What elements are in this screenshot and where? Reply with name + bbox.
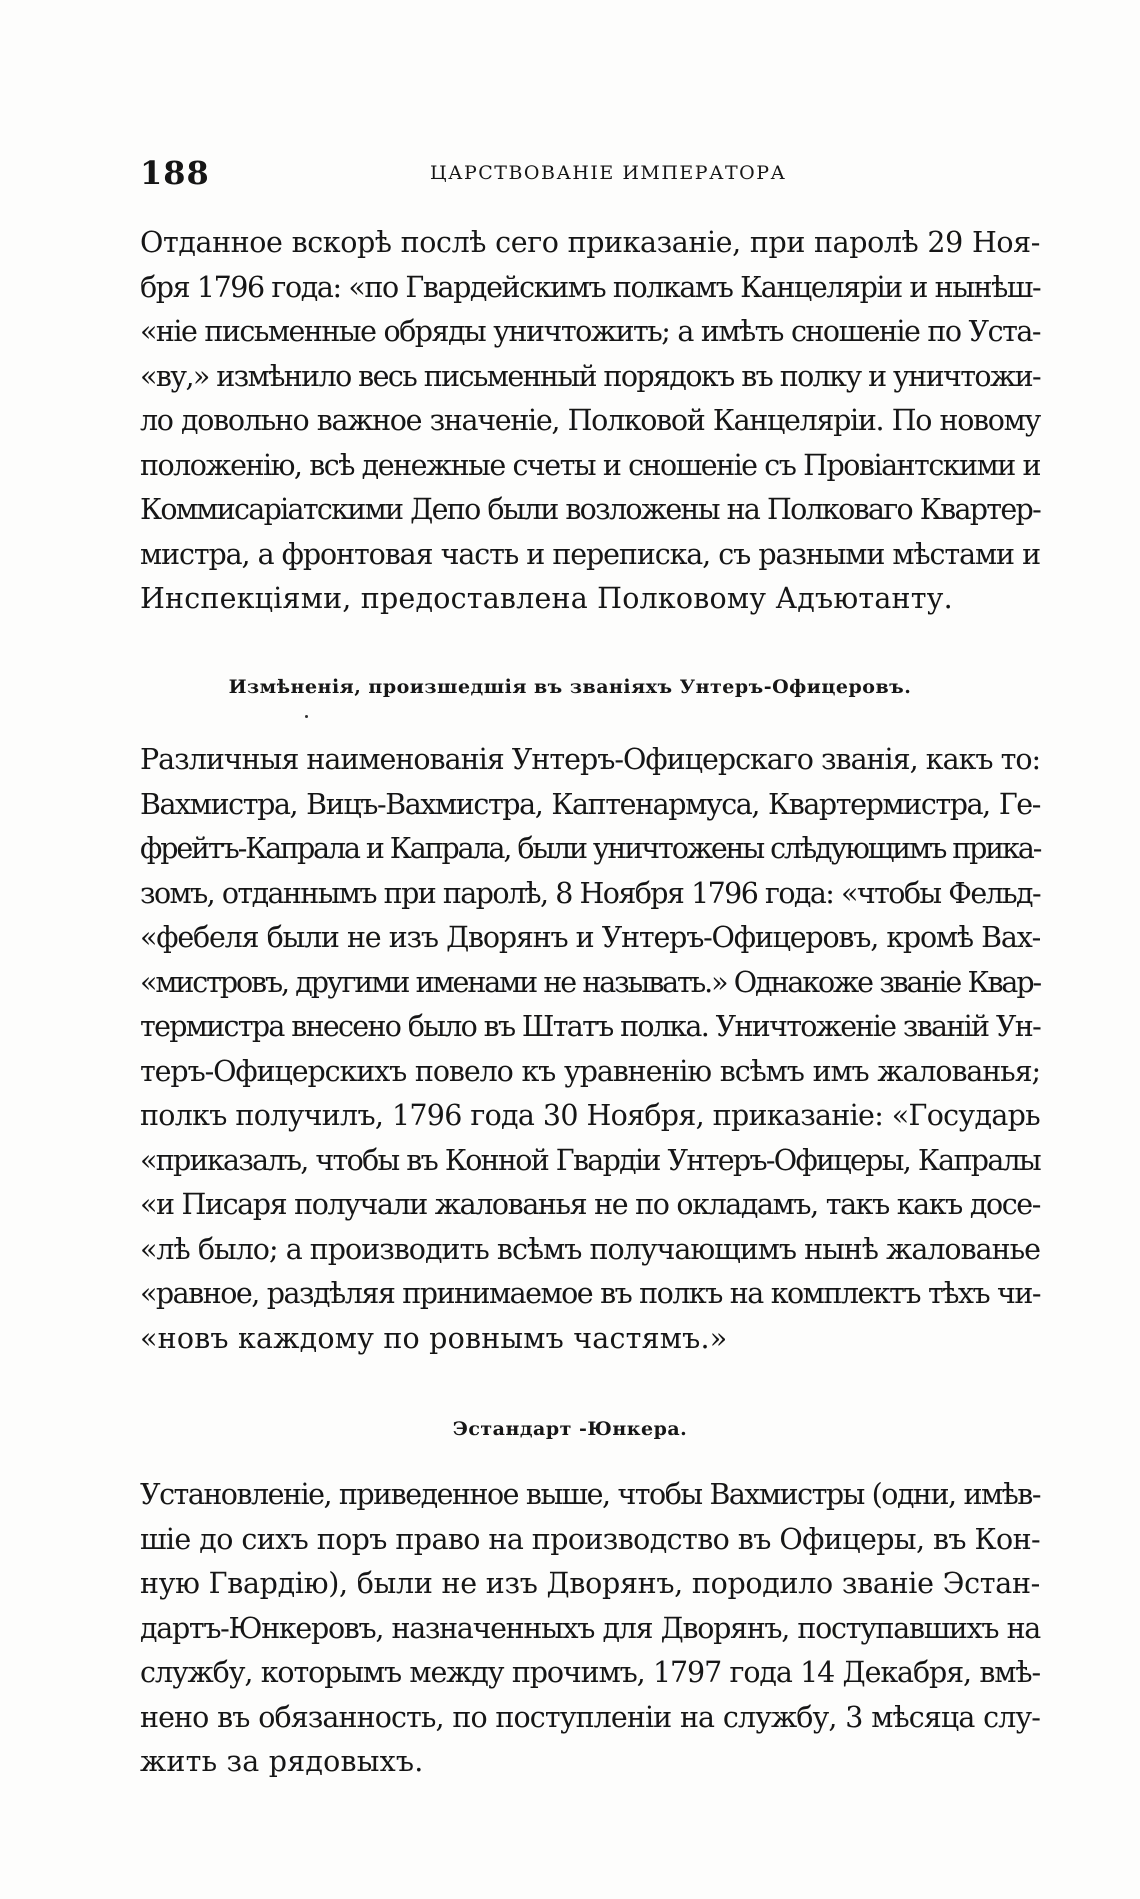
- text-line: «приказалъ, чтобы въ Конной Гвардіи Унтеръ-Офицеры, Капралы: [140, 1143, 1040, 1177]
- text-line: Различныя наименованія Унтеръ-Офицерскаго званія, какъ то:: [140, 743, 1041, 776]
- text-line: «мистровъ, другими именами не называть.» Однакоже званіе Квар-: [140, 965, 1040, 999]
- text-line: полкъ получилъ, 1796 года 30 Ноября, приказаніе: «Государь: [140, 1099, 1040, 1132]
- text-line: дартъ-Юнкеровъ, назначенныхъ для Дворянъ, поступавшихъ на: [140, 1611, 1040, 1645]
- paragraph-2: [140, 738, 1040, 1361]
- print-speck: [305, 715, 308, 718]
- section-heading: Измѣненія, произшедшія въ званіяхъ Унтеръ-Офицеровъ.: [228, 676, 912, 698]
- text-line: термистра внесено было въ Штатъ полка. Уничтоженіе званій Ун-: [140, 1010, 1040, 1043]
- text-line: Инспекціями, предоставлена Полковому Адъютанту.: [140, 582, 953, 615]
- text-line: «и Писаря получали жалованья не по окладамъ, такъ какъ досе-: [140, 1188, 1040, 1221]
- section-heading: Эстандарт -Юнкера.: [452, 1418, 688, 1440]
- text-line: Коммисаріатскими Депо были возложены на Полковаго Квартер-: [140, 493, 1040, 526]
- text-line: службу, которымъ между прочимъ, 1797 года 14 Декабря, вмѣ-: [140, 1656, 1040, 1689]
- text-line: Отданное вскорѣ послѣ сего приказаніе, при паролѣ 29 Ноя-: [140, 226, 1040, 259]
- text-line: мистра, а фронтовая часть и переписка, съ разными мѣстами и: [140, 537, 1040, 571]
- text-line: теръ-Офицерскихъ повело къ уравненію всѣмъ имъ жалованья;: [140, 1054, 1040, 1088]
- text-line: «ніе письменные обряды уничтожить; а имѣть сношеніе по Уста-: [140, 315, 1040, 348]
- text-line: шіе до сихъ поръ право на производство въ Офицеры, въ Кон-: [140, 1522, 1040, 1556]
- text-line: «фебеля были не изъ Дворянъ и Унтеръ-Офицеровъ, кромѣ Вах-: [140, 921, 1040, 954]
- text-line: нено въ обязанность, по поступленіи на службу, 3 мѣсяца слу-: [140, 1700, 1040, 1734]
- running-title: ЦАРСТВОВАНІЕ ИМПЕРАТОРА: [430, 162, 787, 184]
- text-line: фрейтъ-Капрала и Капрала, были уничтожены слѣдующимъ прика-: [140, 832, 1041, 865]
- text-line: жить за рядовыхъ.: [140, 1745, 424, 1778]
- text-line: Вахмистра, Вицъ-Вахмистра, Каптенармуса, Квартермистра, Ге-: [140, 787, 1040, 821]
- text-line: Установленіе, приведенное выше, чтобы Вахмистры (одни, имѣв-: [140, 1478, 1040, 1511]
- text-line: «ву,» измѣнило весь письменный порядокъ въ полку и уничтожи-: [140, 359, 1040, 393]
- text-line: «новъ каждому по ровнымъ частямъ.»: [140, 1321, 728, 1355]
- page-number: 188: [140, 154, 210, 192]
- text-line: положенію, всѣ денежные счеты и сношеніе съ Провіантскими и: [140, 448, 1040, 482]
- paragraph-3: [140, 1473, 1040, 1785]
- text-line: зомъ, отданнымъ при паролѣ, 8 Ноября 1796 года: «чтобы Фельд-: [140, 876, 1040, 910]
- text-line: бря 1796 года: «по Гвардейскимъ полкамъ Канцеляріи и нынѣш-: [140, 270, 1041, 304]
- text-line: «равное, раздѣляя принимаемое въ полкъ на комплектъ тѣхъ чи-: [140, 1277, 1040, 1310]
- text-line: ло довольно важное значеніе, Полковой Канцеляріи. По новому: [140, 404, 1040, 437]
- text-line: ную Гвардію), были не изъ Дворянъ, породило званіе Эстан-: [140, 1567, 1040, 1600]
- paragraph-1: [140, 221, 1040, 622]
- text-line: «лѣ было; а производить всѣмъ получающимъ нынѣ жалованье: [140, 1232, 1040, 1266]
